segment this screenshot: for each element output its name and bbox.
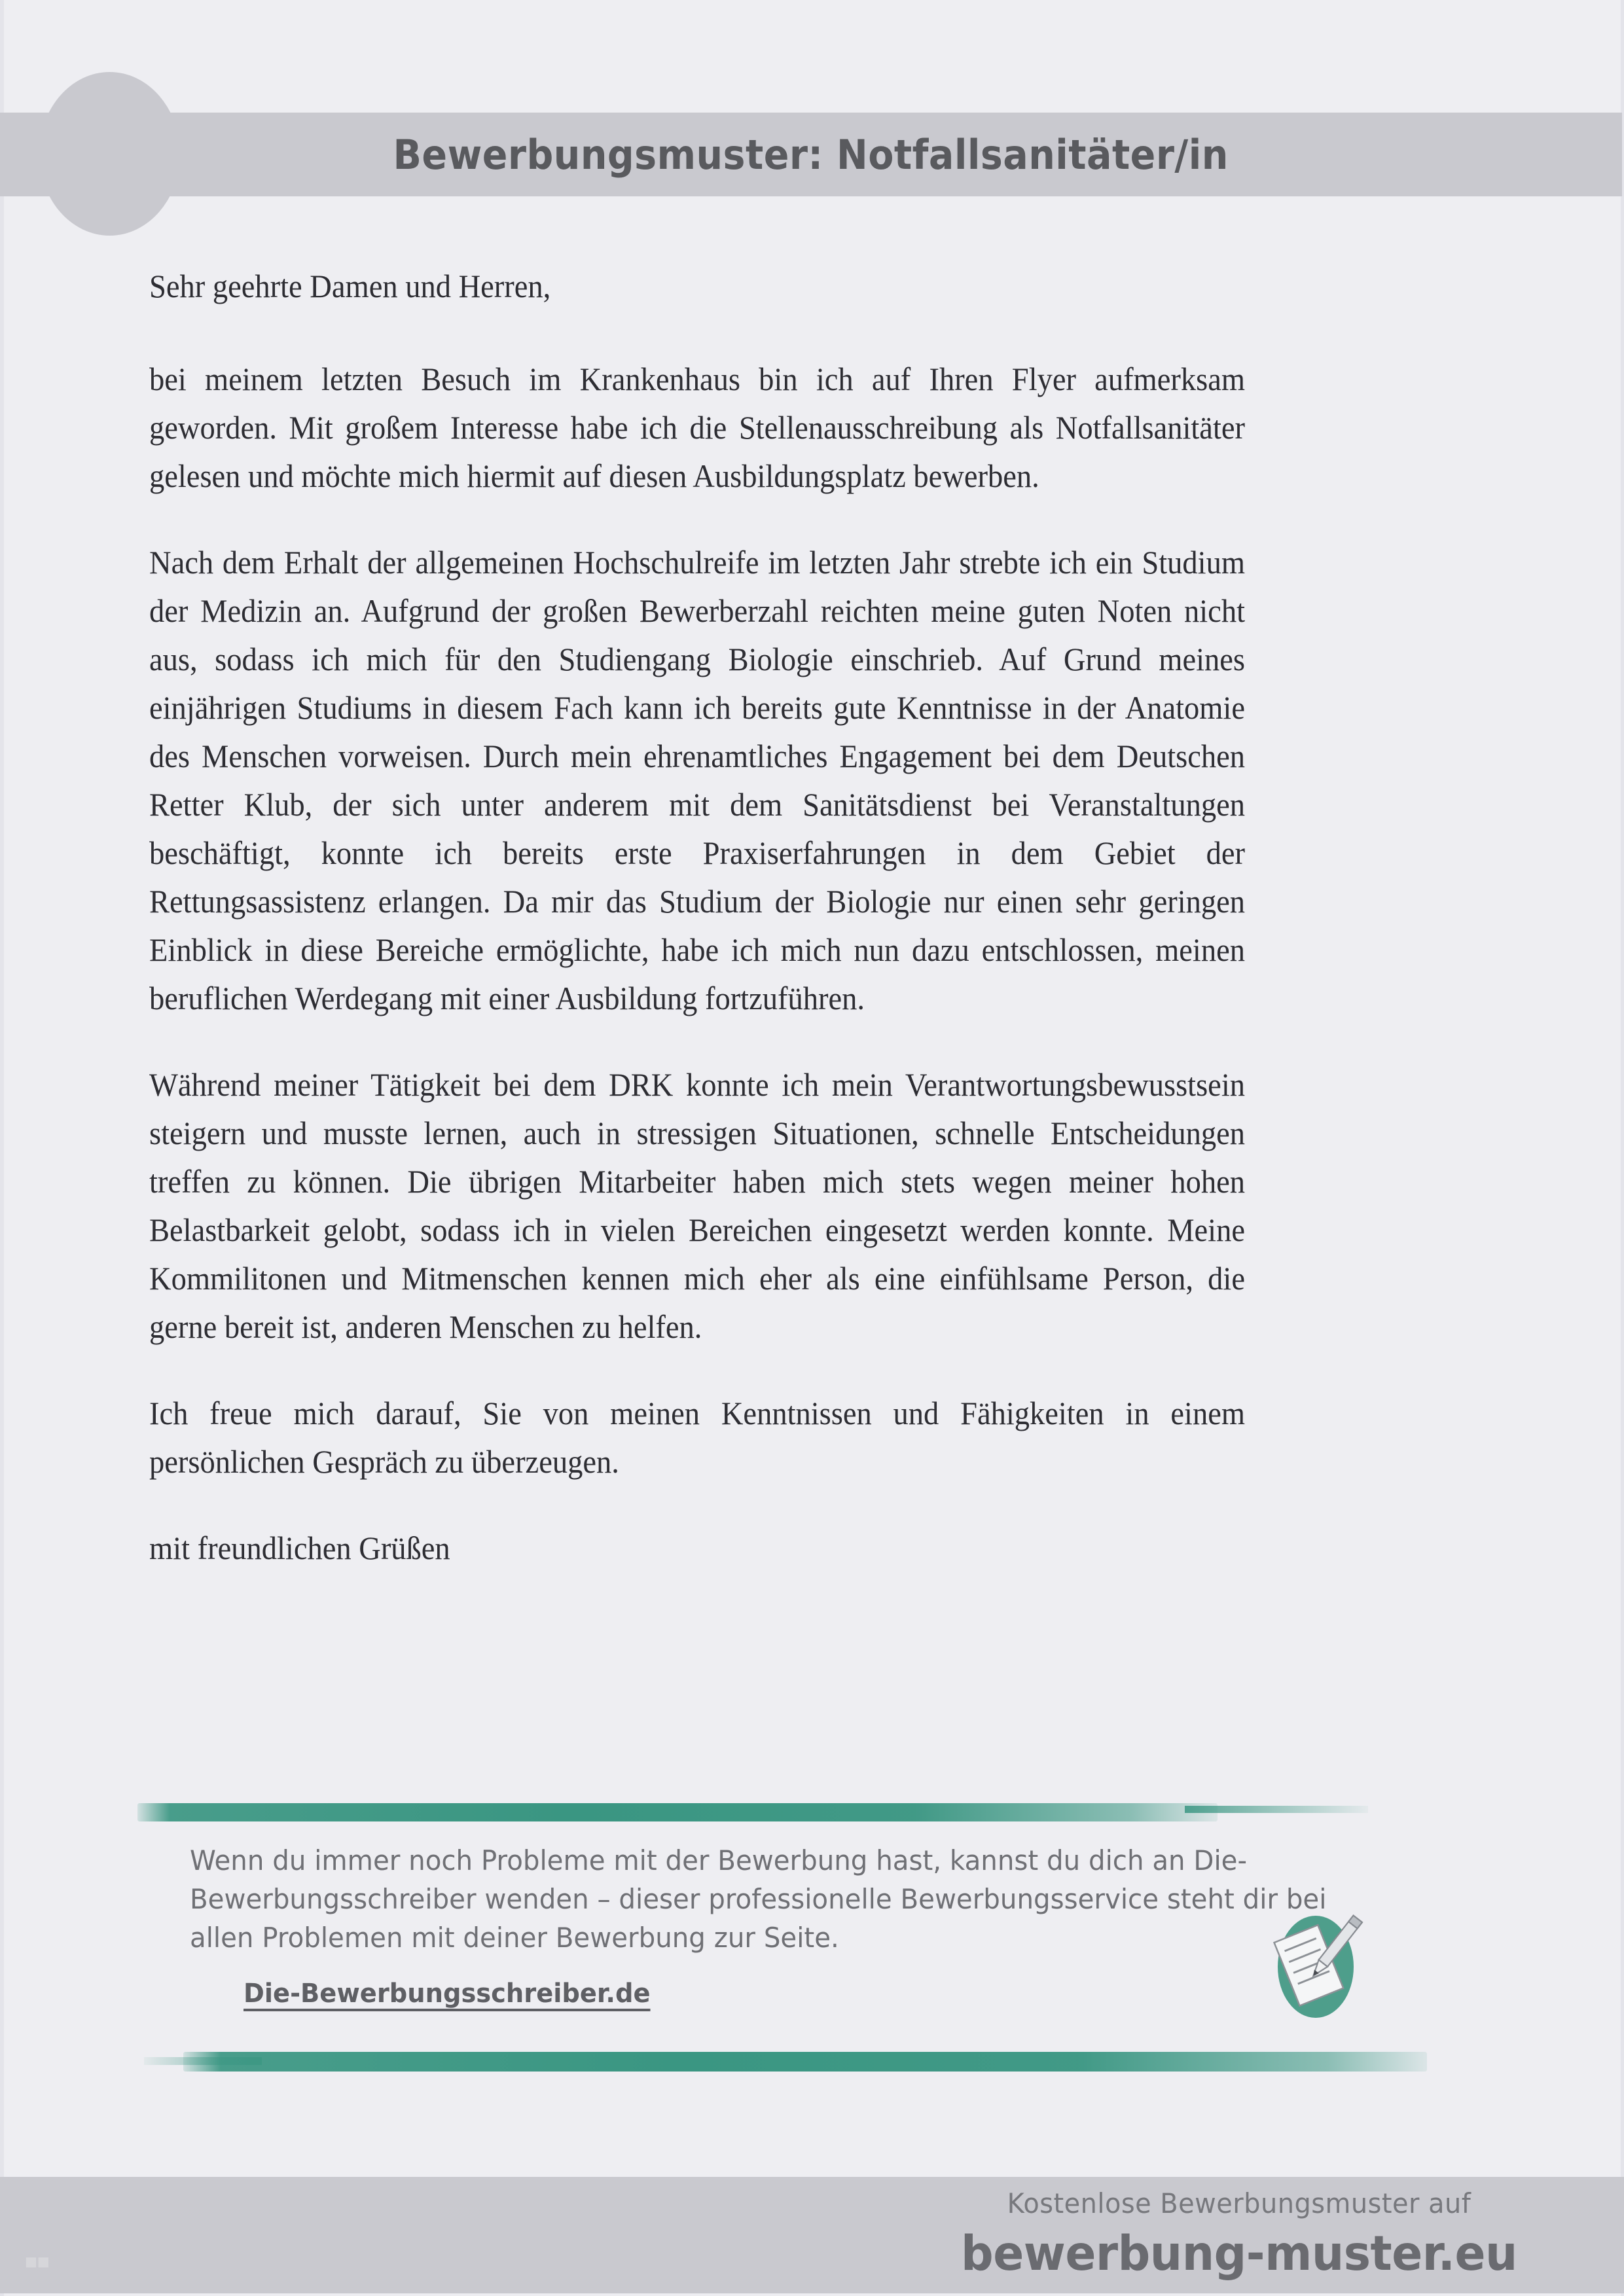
letter-paragraph: Nach dem Erhalt der allgemeinen Hochschulreife im letzten Jahr strebte ich ein Studium der Medizin an. Aufgrund der großen Bewerberzahl reichten meine guten Noten nicht aus, sodass ich mich für den Studiengang Biologie einschrieb. Auf Grund meines einjährigen Studiums in diesem Fach kann ich bereits gute Kenntnisse in der Anatomie des Menschen vorweisen. Durch mein ehrenamtliches Engagement bei dem Deutschen Retter Klub, der sich unter anderem mit dem Sanitätsdienst bei Veranstaltungen beschäftigt, konnte ich bereits erste Praxiserfahrungen in dem Gebiet der Rettungsassistenz erlangen. Da mir das Studium der Biologie nur einen sehr geringen Einblick in diese Bereiche ermöglichte, habe ich mich nun dazu entschlossen, meinen beruflichen Werdegang mit einer Ausbildung fortzuführen. [149,544,1245,1016]
letter-salutation: Sehr geehrte Damen und Herren, [149,268,551,304]
letter-closing: mit freundlichen Grüßen [149,1530,450,1566]
letter-paragraph: bei meinem letzten Besuch im Krankenhaus bin ich auf Ihren Flyer aufmerksam geworden. Mit großem Interesse habe ich die Stellenausschreibung als Notfallsanitäter gelesen und möchte mich hiermit auf diesen Ausbildungsplatz bewerben. [149,361,1245,494]
page-title: Bewerbungsmuster: Notfallsanitäter/in [393,130,1229,179]
page-edge-right [1621,0,1624,2296]
page-edge-left [0,0,4,2296]
letter-paragraph: Ich freue mich darauf, Sie von meinen Kenntnissen und Fähigkeiten in einem persönlichen Gespräch zu überzeugen. [149,1395,1245,1480]
header-bar [0,113,1622,196]
letter-paragraph: Während meiner Tätigkeit bei dem DRK konnte ich mein Verantwortungsbewusstsein steigern und musste lernen, auch in stressigen Situationen, schnelle Entscheidungen treffen zu können. Die übrigen Mitarbeiter haben mich stets wegen meiner hohen Belastbarkeit gelobt, sodass ich in vielen Bereichen eingesetzt werden konnte. Meine Kommilitonen und Mitmenschen kennen mich eher als eine einfühlsame Person, die gerne bereit ist, anderen Menschen zu helfen. [149,1066,1245,1345]
letter-body [149,262,1327,1572]
notepad-pencil-icon [1260,1908,1371,2026]
page-watermark: ■■ [25,2253,50,2269]
footer-bar [0,2177,1624,2293]
footer-tagline: Kostenlose Bewerbungsmuster auf [1007,2187,1471,2219]
brush-stroke-top-decoration [137,1803,1218,1821]
footer-site-url[interactable]: bewerbung-muster.eu [961,2226,1517,2282]
promo-text: Wenn du immer noch Probleme mit der Bewerbung hast, kannst du dich an Die-Bewerbungsschreiber wenden – dieser professionelle Bewerbungsservice steht dir bei allen Problemen mit deiner Bewerbung zur Seite. [190,1844,1327,1954]
promo-link[interactable]: Die-Bewerbungsschreiber.de [244,1979,651,2009]
promo-block [137,1790,1492,2078]
footer-content [912,2187,1566,2282]
brush-stroke-bottom-decoration [183,2052,1427,2072]
